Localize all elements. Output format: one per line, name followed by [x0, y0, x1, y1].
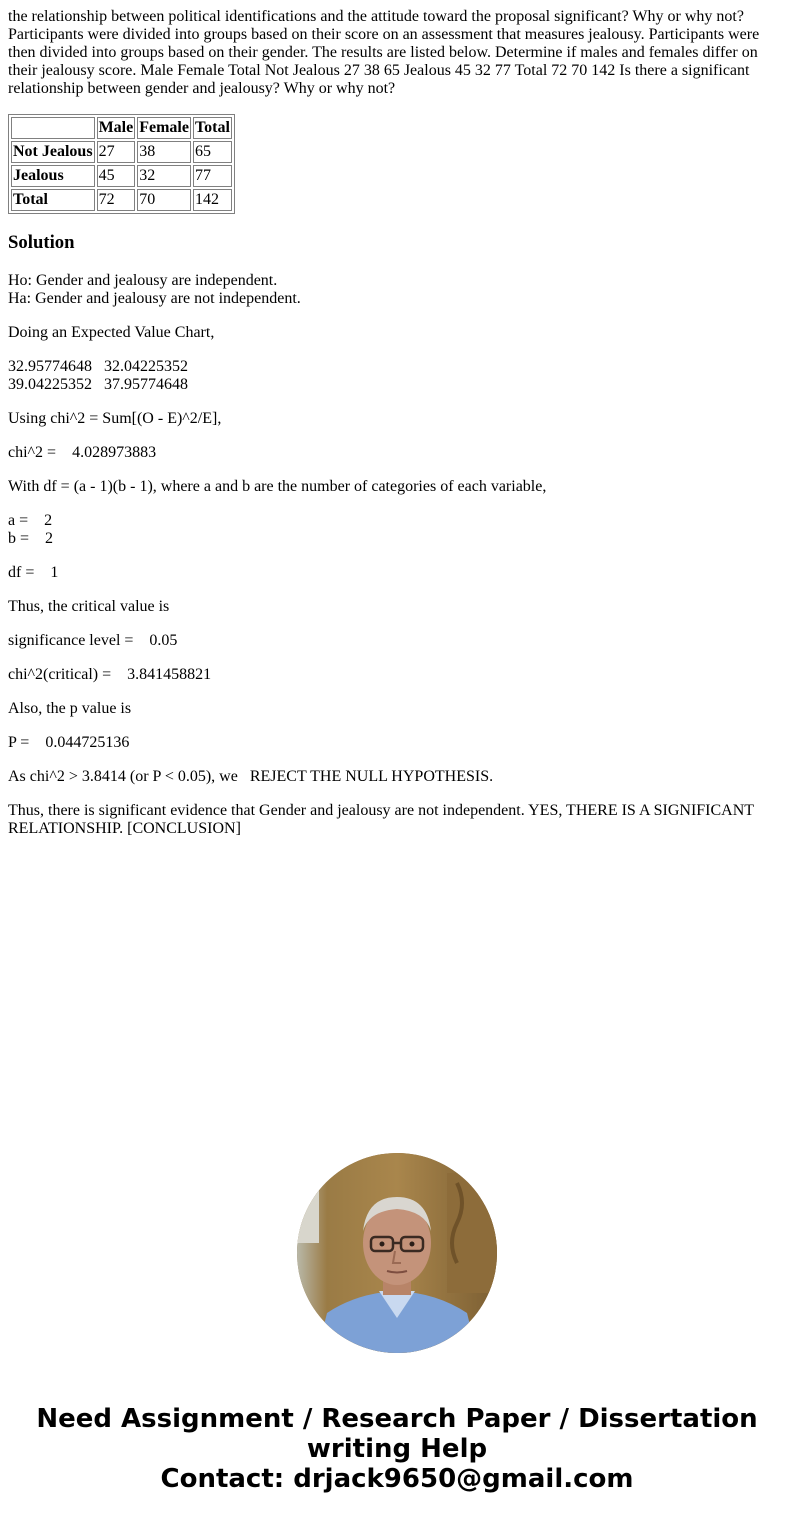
significance-level: significance level = 0.05: [8, 632, 178, 649]
hypotheses: [8, 272, 778, 308]
null-hypothesis: Ho: Gender and jealousy are independent.: [8, 272, 278, 289]
expected-row: 32.95774648 32.04225352: [8, 358, 188, 375]
expected-row: 39.04225352 37.95774648: [8, 376, 188, 393]
row-label: Total: [11, 189, 95, 211]
banner-line: Need Assignment / Research Paper / Dissertation: [36, 1404, 758, 1434]
row-label: Jealous: [11, 165, 95, 187]
decision: As chi^2 > 3.8414 (or P < 0.05), we REJECT THE NULL HYPOTHESIS.: [8, 768, 494, 785]
table-cell: 72: [97, 189, 136, 211]
table-row: [11, 189, 232, 211]
table-cell: 65: [193, 141, 232, 163]
table-row: [11, 141, 232, 163]
contact-banner: [0, 1404, 794, 1494]
df-value: df = 1: [8, 564, 59, 581]
table-cell: 77: [193, 165, 232, 187]
chi-formula: Using chi^2 = Sum[(O - E)^2/E],: [8, 410, 222, 427]
author-avatar: [297, 1153, 497, 1353]
table-cell: 27: [97, 141, 136, 163]
table-header-cell: Total: [193, 117, 232, 139]
banner-line: writing Help: [306, 1434, 488, 1464]
critical-value: chi^2(critical) = 3.841458821: [8, 666, 212, 683]
row-label: Not Jealous: [11, 141, 95, 163]
table-row: [11, 165, 232, 187]
table-cell: 142: [193, 189, 232, 211]
table-cell: 45: [97, 165, 136, 187]
question-text: the relationship between political identifications and the attitude toward the proposal significant? Why or why not? Participants were divided into groups based on their score on an assessment that measures jealousy. Participants were then divided into groups based on their gender. The results are listed below. Determine if males and females differ on their jealousy score. Male Female Total Not Jealous 27 38 65 Jealous 45 32 77 Total 72 70 142 Is there a significant relationship between gender and jealousy? Why or why not?: [8, 8, 760, 97]
category-counts: [8, 512, 778, 548]
table-cell: 70: [137, 189, 191, 211]
table-cell: 32: [137, 165, 191, 187]
df-formula: With df = (a - 1)(b - 1), where a and b are the number of categories of each variable,: [8, 478, 547, 495]
expected-values: [8, 358, 778, 394]
conclusion: Thus, there is significant evidence that Gender and jealousy are not independent. YES, THERE IS A SIGNIFICANT RELATIONSHIP. [CONCLUSION]: [8, 802, 754, 837]
b-value: b = 2: [8, 530, 54, 547]
table-header-row: [11, 117, 232, 139]
chi-value: chi^2 = 4.028973883: [8, 444, 157, 461]
a-value: a = 2: [8, 512, 53, 529]
contingency-table: [8, 114, 235, 214]
table-header-cell: Male: [97, 117, 136, 139]
expected-intro: Doing an Expected Value Chart,: [8, 324, 215, 341]
contact-email: Contact: drjack9650@gmail.com: [160, 1464, 634, 1494]
critical-intro: Thus, the critical value is: [8, 598, 170, 615]
avatar-portrait: [297, 1153, 497, 1353]
alternative-hypothesis: Ha: Gender and jealousy are not independent.: [8, 290, 301, 307]
table-header-cell: Female: [137, 117, 191, 139]
table-cell: 38: [137, 141, 191, 163]
document-content: [8, 8, 778, 838]
p-value: P = 0.044725136: [8, 734, 130, 751]
p-intro: Also, the p value is: [8, 700, 132, 717]
solution-heading: Solution: [8, 232, 75, 253]
table-header-cell: [11, 117, 95, 139]
